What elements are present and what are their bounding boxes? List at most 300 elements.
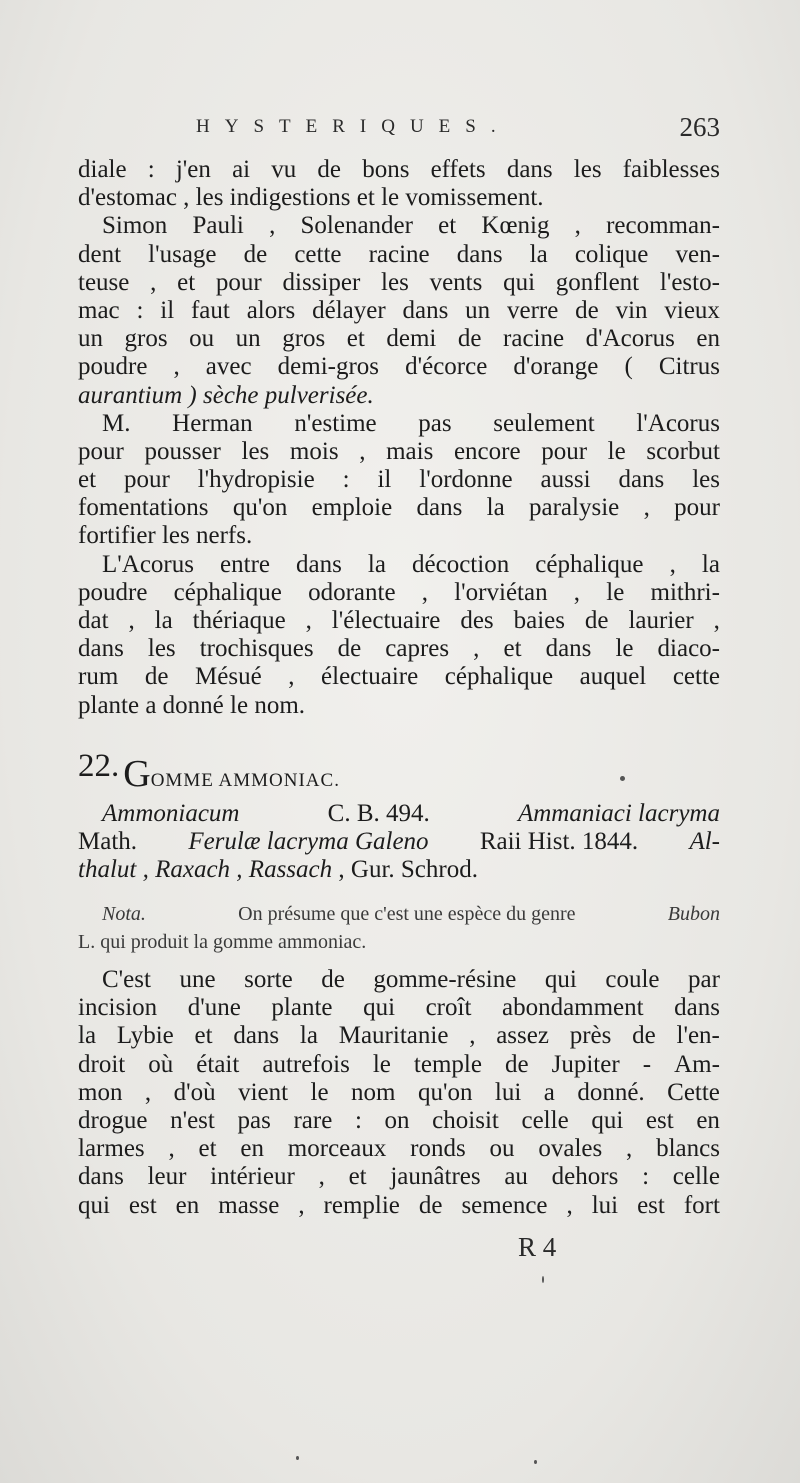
word: pas — [237, 1106, 271, 1134]
synonym-ref: , Gur. Schrod. — [338, 856, 478, 884]
word: pas — [418, 409, 452, 437]
word: dissiper — [282, 268, 361, 296]
word: : — [342, 466, 350, 494]
word: une — [179, 966, 216, 993]
word: l'ordonne — [419, 466, 513, 494]
page-header — [78, 112, 720, 152]
word: l'esto- — [659, 268, 720, 296]
word: qu'on — [417, 1078, 473, 1106]
text-line — [78, 966, 720, 994]
word: gonflent — [555, 268, 640, 296]
word: , — [128, 607, 135, 634]
word: mac — [78, 296, 120, 324]
word: d'où — [173, 1078, 216, 1106]
word: j'en — [175, 156, 211, 183]
word: : — [642, 1163, 650, 1191]
word: poudre — [78, 353, 148, 381]
word: racine — [503, 325, 565, 353]
synonym-name: Ferulæ lacryma Galeno — [188, 828, 429, 856]
word: d'écorce — [405, 353, 488, 381]
word: de — [457, 325, 482, 353]
word: est — [637, 1191, 665, 1219]
text-line — [78, 156, 720, 184]
text-line — [78, 551, 720, 579]
word: et — [198, 1135, 217, 1163]
word: odorante — [308, 578, 396, 606]
word: thériaque — [192, 607, 286, 634]
word: et — [438, 212, 457, 240]
word: dans — [402, 296, 449, 324]
text-line — [78, 269, 720, 297]
paragraph-2 — [78, 212, 720, 409]
text-line — [78, 692, 720, 720]
section-heading — [78, 748, 720, 796]
section-number: 22. — [78, 748, 120, 784]
word: est — [128, 1191, 157, 1219]
text-line — [78, 1022, 720, 1050]
word: au — [504, 1163, 528, 1191]
word: rare — [293, 1106, 333, 1134]
word: et — [78, 466, 97, 494]
word: C'est — [102, 966, 151, 993]
text-line — [78, 1163, 720, 1191]
word: emploie — [311, 494, 393, 522]
word: dans — [456, 240, 503, 268]
word: et — [194, 1022, 213, 1050]
genus-name: Bubon — [667, 903, 720, 925]
word: , — [168, 1135, 175, 1163]
word: le — [606, 578, 625, 606]
word: l'électuaire — [331, 607, 441, 634]
word: Simon — [102, 212, 168, 240]
word: , — [150, 268, 157, 296]
word: Citrus — [658, 353, 720, 381]
word: , — [305, 607, 312, 634]
word: dehors — [551, 1163, 619, 1191]
word: auquel — [579, 663, 647, 691]
word: en — [175, 1191, 200, 1219]
word: : — [147, 156, 155, 183]
word: d'une — [187, 994, 241, 1022]
signature-mark: R 4 — [518, 1232, 557, 1262]
word: , — [669, 550, 676, 578]
word: dans — [506, 156, 553, 183]
word: de — [584, 607, 609, 634]
text-line — [78, 1107, 720, 1135]
word: les — [573, 156, 602, 183]
word: près — [569, 1022, 612, 1050]
text-line — [78, 579, 720, 607]
word: ovales — [538, 1135, 603, 1163]
ink-speck — [620, 776, 625, 781]
paragraph-4 — [78, 551, 720, 720]
word: rum — [78, 663, 119, 691]
word: le — [607, 437, 626, 465]
note-label: Nota. — [102, 903, 146, 925]
word: celle — [521, 1106, 569, 1134]
text-line — [78, 800, 720, 828]
word: racine — [368, 240, 430, 268]
word: vu — [271, 156, 297, 183]
word: et — [348, 1163, 367, 1191]
word: intérieur — [210, 1163, 295, 1191]
word: diale — [78, 156, 127, 183]
word: , — [269, 212, 276, 240]
word: : — [136, 296, 144, 324]
text-line — [78, 635, 720, 663]
word: est — [645, 1106, 674, 1134]
page-number: 263 — [679, 112, 720, 142]
word: : — [354, 1106, 362, 1134]
synonym-name: Al- — [689, 828, 720, 856]
word: L'Acorus — [102, 550, 194, 578]
word: bons — [362, 156, 410, 183]
word: fomentations — [78, 494, 209, 522]
word: plante — [271, 994, 333, 1022]
word: l'en- — [676, 1022, 720, 1050]
word: et — [346, 325, 365, 353]
word: le — [615, 635, 634, 663]
word: baies — [513, 607, 565, 634]
word: donné. — [577, 1078, 645, 1106]
word: ou — [489, 1135, 515, 1163]
word: , — [298, 1191, 305, 1219]
word: Herman — [172, 409, 253, 437]
word: Lybie — [116, 1022, 174, 1050]
word: seulement — [493, 409, 595, 437]
word: la — [701, 550, 720, 578]
section-title: OMME AMMONIAC. — [150, 770, 340, 791]
text-line — [78, 900, 720, 928]
word: dat — [78, 607, 109, 634]
word: larmes — [78, 1135, 145, 1163]
word: de — [632, 1022, 656, 1050]
text-line — [78, 1192, 720, 1220]
word: diaco- — [657, 635, 720, 663]
word: un — [78, 325, 103, 353]
text-line — [78, 494, 720, 522]
word: pour — [78, 437, 124, 465]
word: a — [543, 1078, 555, 1106]
word: , — [573, 578, 581, 606]
word: de — [504, 1050, 529, 1078]
word: nom — [351, 1078, 396, 1106]
word: par — [688, 966, 720, 993]
word: semence — [461, 1191, 548, 1219]
word: demi-gros — [277, 353, 380, 381]
text-line — [78, 297, 720, 325]
word: Mauritanie — [338, 1022, 449, 1050]
word: , — [626, 1135, 633, 1163]
word: de — [321, 966, 345, 993]
word: jaunâtres — [390, 1163, 481, 1191]
word: aussi — [540, 466, 591, 494]
text-line — [78, 607, 720, 635]
word: dans — [416, 494, 463, 522]
line-text: On présume que c'est une espèce du genre — [238, 903, 576, 925]
word: un — [465, 296, 491, 324]
word: céphalique — [173, 578, 282, 606]
word: encore — [453, 437, 521, 465]
text-line — [78, 382, 720, 410]
word: la — [78, 1022, 97, 1050]
word: d'orange — [513, 353, 599, 381]
word: , — [318, 1163, 325, 1191]
word: dans — [674, 994, 720, 1022]
word: blancs — [656, 1135, 720, 1163]
word: verre — [507, 296, 559, 324]
word: mois — [289, 437, 339, 465]
word: céphalique — [444, 663, 554, 691]
word: dent — [78, 240, 122, 268]
word: le — [372, 1050, 391, 1078]
text-line — [78, 241, 720, 269]
word: était — [196, 1050, 240, 1078]
word: avec — [205, 353, 252, 381]
word: il — [160, 296, 175, 324]
line-text: d'estomac , les indigestions et le vomissement. — [78, 184, 544, 212]
word: poudre — [78, 578, 148, 606]
word: le — [310, 1078, 329, 1106]
word: sorte — [244, 966, 293, 993]
word: gros — [282, 325, 326, 353]
word: qu'on — [232, 494, 288, 522]
word: de — [243, 240, 268, 268]
section-initial: G — [123, 753, 151, 795]
text-line — [78, 325, 720, 353]
synonym-name: thalut , Raxach , Rassach — [78, 856, 333, 884]
running-title: HYSTERIQUES. — [196, 116, 511, 137]
synonym-name: Ammoniacum — [102, 800, 240, 827]
word: électuaire — [321, 663, 419, 691]
word: abondamment — [501, 994, 644, 1022]
word: choisit — [432, 1106, 499, 1134]
word: autrefois — [262, 1050, 350, 1078]
word: cette — [294, 240, 342, 268]
word: ven- — [675, 240, 720, 268]
paragraph-1 — [78, 156, 720, 212]
word: drogue — [78, 1106, 148, 1134]
word: la — [529, 240, 548, 268]
note — [78, 900, 720, 956]
word: pour — [541, 437, 588, 465]
line-text: plante a donné le nom. — [78, 691, 306, 719]
word: on — [384, 1106, 410, 1134]
word: lui — [591, 1191, 619, 1219]
word: incision — [78, 994, 158, 1022]
word: celle — [672, 1163, 720, 1191]
line-text: fortifier les nerfs. — [78, 522, 253, 550]
paragraph-3 — [78, 410, 720, 551]
word: morceaux — [287, 1135, 387, 1163]
word: masse — [218, 1191, 280, 1219]
word: la — [299, 1022, 318, 1050]
word: recomman- — [606, 212, 720, 240]
word: gros — [124, 325, 168, 353]
text-line — [78, 353, 720, 381]
text-line — [78, 438, 720, 466]
word: où — [148, 1050, 174, 1078]
text-line — [78, 663, 720, 691]
word: en — [240, 1135, 264, 1163]
word: , — [421, 578, 429, 606]
word: Cette — [667, 1078, 720, 1106]
word: , — [566, 1191, 573, 1219]
text-line — [78, 466, 720, 494]
word: fort — [683, 1191, 720, 1219]
word: de — [144, 663, 169, 691]
word: teuse — [78, 268, 130, 296]
word: n'estime — [294, 409, 377, 437]
word: les — [241, 437, 270, 465]
word: de — [418, 1191, 443, 1219]
text-line — [78, 1051, 720, 1079]
word: Jupiter — [551, 1050, 620, 1078]
word: l'usage — [148, 240, 217, 268]
word: laurier — [628, 607, 694, 634]
word: la — [154, 607, 173, 634]
word: capres — [385, 635, 450, 663]
word: droit — [78, 1050, 126, 1078]
word: Pauli — [192, 212, 244, 240]
word: cette — [672, 663, 720, 691]
word: qui — [544, 966, 577, 993]
word: coule — [605, 966, 660, 993]
text-line — [78, 1135, 720, 1163]
text-line — [78, 1079, 720, 1107]
word: qui — [78, 1191, 110, 1219]
word: alors — [246, 296, 296, 324]
word: entre — [220, 550, 270, 578]
word: n'est — [170, 1106, 215, 1134]
word: les — [381, 268, 409, 296]
word: pour — [123, 466, 170, 494]
word: les — [147, 635, 176, 663]
synonym-ref: Raii Hist. 1844. — [479, 828, 639, 856]
word: de — [575, 296, 599, 324]
word: l'Acorus — [636, 409, 720, 437]
word: dans — [618, 466, 665, 494]
word: , — [173, 353, 180, 381]
word: dans — [233, 1022, 280, 1050]
synonym-ref: C. B. 494. — [327, 800, 430, 827]
synonyms — [78, 800, 720, 885]
word: Solenander — [300, 212, 413, 240]
word: ronds — [410, 1135, 466, 1163]
word: colique — [574, 240, 649, 268]
word: mais — [386, 437, 434, 465]
line-text: aurantium ) sèche pulverisée. — [78, 381, 374, 409]
word: M. — [102, 409, 131, 437]
word: la — [367, 550, 386, 578]
ink-speck — [534, 1460, 537, 1464]
word: , — [643, 494, 650, 522]
word: , — [144, 1078, 152, 1106]
word: la — [486, 494, 505, 522]
ink-speck — [296, 1456, 299, 1460]
word: dans — [78, 635, 124, 663]
word: céphalique — [535, 550, 644, 578]
word: ai — [232, 156, 251, 183]
word: lui — [494, 1078, 522, 1106]
word: mon — [78, 1078, 123, 1106]
word: pour — [674, 494, 720, 522]
word: qui — [363, 994, 396, 1022]
word: ( — [624, 353, 633, 381]
word: pousser — [144, 437, 221, 465]
word: faut — [190, 296, 230, 324]
word: Kœnig — [481, 212, 550, 240]
word: scorbut — [646, 437, 720, 465]
word: effets — [430, 156, 486, 183]
word: l'orviétan — [454, 578, 548, 606]
word: vient — [238, 1078, 289, 1106]
word: en — [696, 325, 720, 353]
word: croît — [425, 994, 472, 1022]
word: qui — [503, 268, 536, 296]
word: de — [317, 156, 342, 183]
synonym-ref: Math. — [78, 828, 138, 856]
word: un — [235, 325, 261, 353]
word: dans — [296, 550, 342, 578]
word: les — [692, 466, 720, 494]
text-line — [78, 928, 720, 956]
word: décoction — [412, 550, 510, 578]
text-line — [78, 856, 720, 884]
ink-speck — [542, 1276, 544, 1283]
word: , — [713, 607, 720, 634]
word: faiblesses — [622, 156, 720, 183]
word: , — [288, 663, 295, 691]
word: , — [473, 635, 480, 663]
word: il — [377, 466, 392, 494]
word: remplie — [323, 1191, 400, 1219]
word: trochisques — [199, 635, 314, 663]
word: mithri- — [650, 578, 720, 606]
word: vents — [429, 268, 483, 296]
text-line — [78, 410, 720, 438]
word: qui — [591, 1106, 624, 1134]
text-line — [78, 522, 720, 550]
word: assez — [496, 1022, 549, 1050]
word: gomme-résine — [373, 966, 517, 993]
word: vieux — [664, 296, 720, 324]
text-line — [78, 994, 720, 1022]
word: - — [642, 1050, 652, 1078]
word: demi — [386, 325, 437, 353]
word: des — [460, 607, 494, 634]
word: dans — [545, 635, 592, 663]
word: temple — [413, 1050, 482, 1078]
text-line — [78, 828, 720, 856]
word: délayer — [312, 296, 386, 324]
line-text: L. qui produit la gomme ammoniac. — [78, 931, 367, 953]
word: paralysie — [529, 494, 620, 522]
word: l'hydropisie — [197, 466, 315, 494]
word: en — [696, 1106, 720, 1134]
text-line — [78, 212, 720, 240]
word: vin — [615, 296, 648, 324]
word: , — [574, 212, 581, 240]
word: Mésué — [195, 663, 262, 691]
word: et — [177, 268, 196, 296]
word: et — [503, 635, 522, 663]
word: ou — [189, 325, 215, 353]
word: , — [359, 437, 366, 465]
paragraph-5 — [78, 966, 720, 1220]
word: pour — [215, 268, 262, 296]
word: leur — [147, 1163, 187, 1191]
